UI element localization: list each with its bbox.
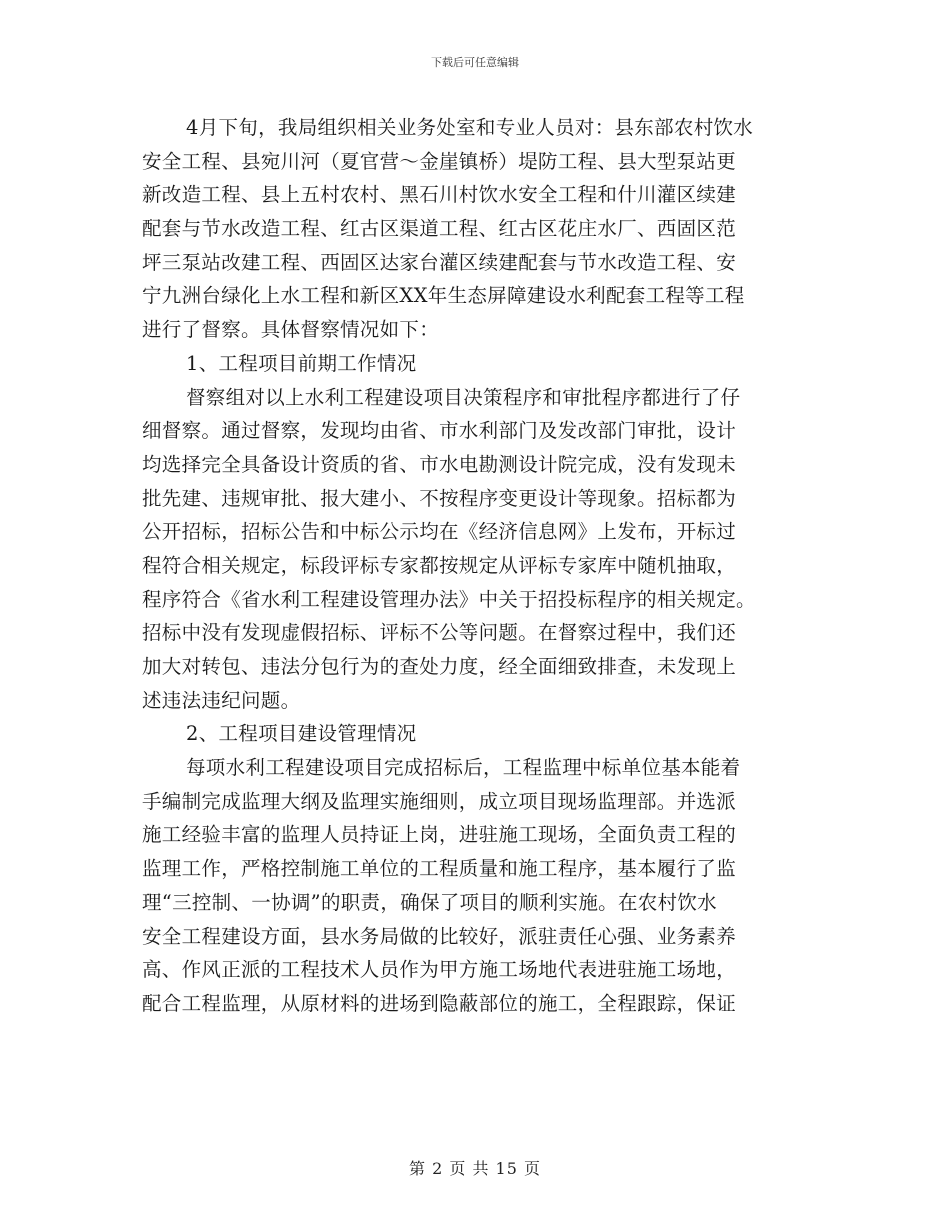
text-line: 施工经验丰富的监理人员持证上岗，进驻施工现场，全面负责工程的 xyxy=(142,823,737,847)
text-line: 手编制完成监理大纲及监理实施细则，成立项目现场监理部。并选派 xyxy=(142,789,737,813)
page-header: 下载后可任意编辑 xyxy=(431,56,519,69)
text-line: 监理工作，严格控制施工单位的工程质量和施工程序，基本履行了监 xyxy=(142,857,737,881)
text-line: 新改造工程、县上五村农村、黑石川村饮水安全工程和什川灌区续建 xyxy=(142,183,737,207)
text-line: 细督察。通过督察，发现均由省、市水利部门及发改部门审批，设计 xyxy=(142,419,737,443)
text-line: 安全工程、县宛川河（夏官营～金崖镇桥）堤防工程、县大型泵站更 xyxy=(142,149,737,173)
text-line: 高、作风正派的工程技术人员作为甲方施工场地代表进驻施工场地， xyxy=(142,958,737,982)
text-line: 配合工程监理，从原材料的进场到隐蔽部位的施工，全程跟踪，保证 xyxy=(142,991,737,1015)
text-line: 4月下旬，我局组织相关业务处室和专业人员对：县东部农村饮水 xyxy=(186,116,754,139)
text-line: 均选择完全具备设计资质的省、市水电勘测设计院完成，没有发现未 xyxy=(142,452,737,476)
text-line: 督察组对以上水利工程建设项目决策程序和审批程序都进行了仔 xyxy=(186,385,741,409)
text-line: 招标中没有发现虚假招标、评标不公等问题。在督察过程中，我们还 xyxy=(142,621,737,645)
text-line: 坪三泵站改建工程、西固区达家台灌区续建配套与节水改造工程、安 xyxy=(142,250,737,274)
document-body xyxy=(142,111,810,1021)
text-line: 配套与节水改造工程、红古区渠道工程、红古区花庄水厂、西固区范 xyxy=(142,217,737,241)
text-line: 程符合相关规定，标段评标专家都按规定从评标专家库中随机抽取， xyxy=(142,553,737,577)
text-line: 进行了督察。具体督察情况如下： xyxy=(142,318,440,342)
text-line: 安全工程建设方面，县水务局做的比较好，派驻责任心强、业务素养 xyxy=(142,924,737,948)
text-line: 述违法违纪问题。 xyxy=(142,688,301,712)
text-line: 2、工程项目建设管理情况 xyxy=(186,722,417,746)
text-line: 1、工程项目前期工作情况 xyxy=(186,351,417,375)
text-line: 批先建、违规审批、报大建小、不按程序变更设计等现象。招标都为 xyxy=(142,486,737,510)
text-line: 程序符合《省水利工程建设管理办法》中关于招投标程序的相关规定。 xyxy=(142,587,756,611)
page-number-footer: 第 2 页 共 15 页 xyxy=(409,1159,541,1178)
text-line: 理“三控制、一协调”的职责，确保了项目的顺利实施。在农村饮水 xyxy=(142,890,717,914)
text-line: 宁九洲台绿化上水工程和新区XX年生态屏障建设水利配套工程等工程 xyxy=(142,284,745,308)
text-line: 每项水利工程建设项目完成招标后，工程监理中标单位基本能着 xyxy=(186,756,741,780)
text-line: 公开招标，招标公告和中标公示均在《经济信息网》上发布，开标过 xyxy=(142,520,737,544)
text-line: 加大对转包、违法分包行为的查处力度，经全面细致排查，未发现上 xyxy=(142,655,737,678)
